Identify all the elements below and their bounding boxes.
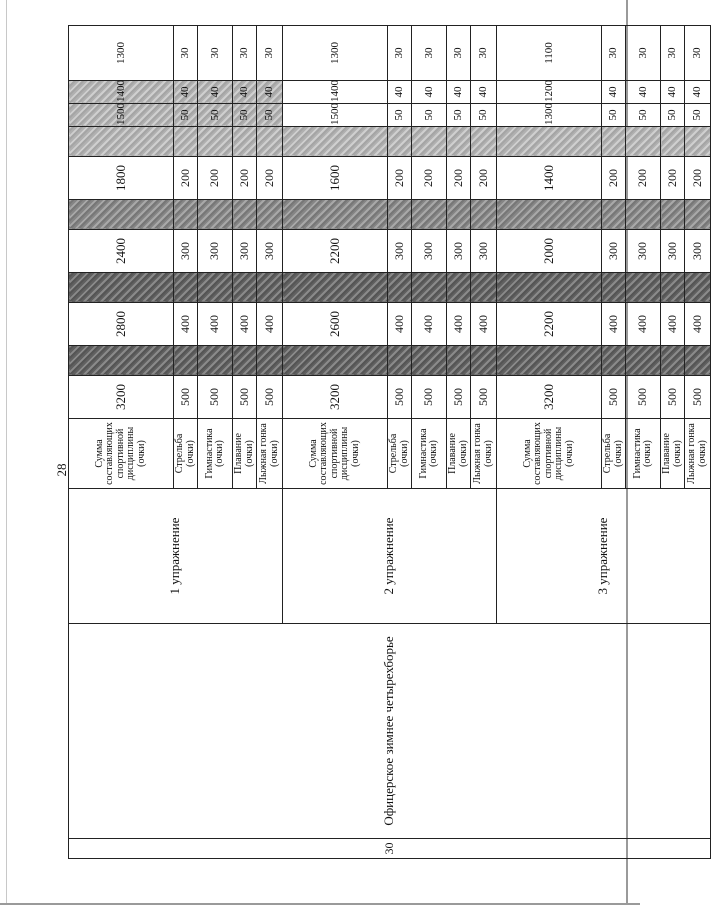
component-label: Сумма составляющих спортивной дисциплины (очки) <box>283 419 388 489</box>
component-label: Стрельба (очки) <box>388 419 412 489</box>
shaded-separator <box>69 127 174 157</box>
shaded-separator <box>233 273 257 303</box>
score-cell: 40 <box>174 81 198 104</box>
score-cell: 1100 <box>497 26 602 81</box>
shaded-separator <box>602 346 626 376</box>
score-cell: 3200 <box>69 376 174 419</box>
score-cell: 1300 <box>283 26 388 81</box>
shaded-separator <box>447 346 471 376</box>
score-cell: 300 <box>233 230 257 273</box>
score-cell: 1800 <box>69 157 174 200</box>
shaded-separator <box>661 346 685 376</box>
score-cell: 400 <box>198 303 233 346</box>
score-cell: 200 <box>661 157 685 200</box>
score-cell: 30 <box>257 26 283 81</box>
shaded-separator <box>198 200 233 230</box>
shaded-separator <box>388 200 412 230</box>
scan-edge-left <box>6 0 7 905</box>
score-cell: 50 <box>471 104 497 127</box>
shaded-separator <box>388 127 412 157</box>
exercise-name: 2 упражнение <box>283 489 497 624</box>
shaded-separator <box>602 273 626 303</box>
score-cell: 40 <box>233 81 257 104</box>
component-label: Плавание (очки) <box>233 419 257 489</box>
score-cell: 200 <box>233 157 257 200</box>
shaded-separator <box>198 346 233 376</box>
score-cell: 50 <box>174 104 198 127</box>
shaded-separator <box>388 346 412 376</box>
exercise-name: 1 упражнение <box>69 489 283 624</box>
score-cell: 500 <box>685 376 711 419</box>
shaded-separator <box>497 273 602 303</box>
score-cell: 2600 <box>283 303 388 346</box>
score-cell: 200 <box>626 157 661 200</box>
score-cell: 30 <box>685 26 711 81</box>
shaded-separator <box>602 127 626 157</box>
score-cell: 500 <box>233 376 257 419</box>
shaded-separator <box>69 273 174 303</box>
score-cell: 500 <box>257 376 283 419</box>
score-cell: 400 <box>471 303 497 346</box>
score-cell: 300 <box>602 230 626 273</box>
score-cell: 300 <box>471 230 497 273</box>
score-cell: 30 <box>471 26 497 81</box>
score-cell: 500 <box>471 376 497 419</box>
score-cell: 2200 <box>497 303 602 346</box>
score-cell: 500 <box>388 376 412 419</box>
score-cell: 300 <box>198 230 233 273</box>
score-cell: 1200 <box>497 81 602 104</box>
score-cell: 300 <box>388 230 412 273</box>
page-number: 28 <box>54 463 69 477</box>
component-label: Плавание (очки) <box>661 419 685 489</box>
shaded-separator <box>471 127 497 157</box>
score-cell: 2400 <box>69 230 174 273</box>
component-label: Гимнастика (очки) <box>198 419 233 489</box>
shaded-separator <box>626 200 661 230</box>
shaded-separator <box>685 127 711 157</box>
shaded-separator <box>283 127 388 157</box>
score-cell: 200 <box>412 157 447 200</box>
score-cell: 30 <box>174 26 198 81</box>
score-cell: 300 <box>661 230 685 273</box>
score-cell: 400 <box>388 303 412 346</box>
score-cell: 1300 <box>497 104 602 127</box>
shaded-separator <box>412 346 447 376</box>
shaded-separator <box>412 200 447 230</box>
score-cell: 30 <box>412 26 447 81</box>
score-cell: 50 <box>626 104 661 127</box>
component-label: Лыжная гонка (очки) <box>685 419 711 489</box>
score-cell: 40 <box>412 81 447 104</box>
shaded-separator <box>283 273 388 303</box>
shaded-separator <box>233 200 257 230</box>
shaded-separator <box>174 200 198 230</box>
component-label: Стрельба (очки) <box>174 419 198 489</box>
shaded-separator <box>412 127 447 157</box>
component-label: Сумма составляющих спортивной дисциплины (очки) <box>497 419 602 489</box>
shaded-separator <box>257 200 283 230</box>
shaded-separator <box>497 127 602 157</box>
score-cell: 400 <box>257 303 283 346</box>
score-cell: 1400 <box>497 157 602 200</box>
score-cell: 40 <box>198 81 233 104</box>
score-cell: 400 <box>233 303 257 346</box>
score-cell: 300 <box>174 230 198 273</box>
score-cell: 30 <box>233 26 257 81</box>
score-cell: 3200 <box>283 376 388 419</box>
discipline-name: Офицерское зимнее четырехборье <box>69 624 711 839</box>
score-cell: 40 <box>602 81 626 104</box>
shaded-separator <box>69 200 174 230</box>
shaded-separator <box>388 273 412 303</box>
shaded-separator <box>685 273 711 303</box>
shaded-separator <box>198 127 233 157</box>
score-cell: 1300 <box>69 26 174 81</box>
shaded-separator <box>471 273 497 303</box>
score-cell: 40 <box>685 81 711 104</box>
score-cell: 200 <box>174 157 198 200</box>
score-cell: 50 <box>661 104 685 127</box>
score-cell: 30 <box>388 26 412 81</box>
shaded-separator <box>497 200 602 230</box>
shaded-separator <box>626 346 661 376</box>
score-cell: 1600 <box>283 157 388 200</box>
score-cell: 300 <box>685 230 711 273</box>
shaded-separator <box>602 200 626 230</box>
shaded-separator <box>233 127 257 157</box>
score-cell: 1500 <box>69 104 174 127</box>
score-cell: 50 <box>447 104 471 127</box>
score-cell: 50 <box>412 104 447 127</box>
shaded-separator <box>412 273 447 303</box>
score-cell: 40 <box>388 81 412 104</box>
rotated-table-container <box>68 42 708 859</box>
score-cell: 400 <box>174 303 198 346</box>
component-label: Стрельба (очки) <box>602 419 626 489</box>
shaded-separator <box>447 200 471 230</box>
score-cell: 200 <box>198 157 233 200</box>
score-cell: 3200 <box>497 376 602 419</box>
shaded-separator <box>257 273 283 303</box>
shaded-separator <box>174 127 198 157</box>
shaded-separator <box>626 273 661 303</box>
score-cell: 500 <box>174 376 198 419</box>
score-cell: 200 <box>447 157 471 200</box>
score-cell: 400 <box>412 303 447 346</box>
score-cell: 500 <box>198 376 233 419</box>
shaded-separator <box>283 200 388 230</box>
shaded-separator <box>447 127 471 157</box>
score-cell: 50 <box>602 104 626 127</box>
score-cell: 500 <box>447 376 471 419</box>
shaded-separator <box>497 346 602 376</box>
component-label: Сумма составляющих спортивной дисциплины (очки) <box>69 419 174 489</box>
shaded-separator <box>257 127 283 157</box>
shaded-separator <box>661 127 685 157</box>
score-cell: 30 <box>626 26 661 81</box>
score-cell: 50 <box>257 104 283 127</box>
shaded-separator <box>685 200 711 230</box>
score-cell: 400 <box>685 303 711 346</box>
score-cell: 200 <box>602 157 626 200</box>
shaded-separator <box>198 273 233 303</box>
score-cell: 30 <box>198 26 233 81</box>
score-cell: 200 <box>685 157 711 200</box>
score-cell: 1500 <box>283 104 388 127</box>
score-cell: 40 <box>257 81 283 104</box>
shaded-separator <box>661 200 685 230</box>
score-cell: 50 <box>198 104 233 127</box>
score-cell: 2000 <box>497 230 602 273</box>
score-cell: 40 <box>661 81 685 104</box>
shaded-separator <box>233 346 257 376</box>
score-cell: 200 <box>388 157 412 200</box>
score-cell: 400 <box>626 303 661 346</box>
shaded-separator <box>471 200 497 230</box>
table-row <box>69 26 174 859</box>
shaded-separator <box>626 127 661 157</box>
score-cell: 50 <box>233 104 257 127</box>
score-cell: 40 <box>447 81 471 104</box>
shaded-separator <box>257 346 283 376</box>
score-cell: 50 <box>388 104 412 127</box>
score-cell: 30 <box>661 26 685 81</box>
shaded-separator <box>447 273 471 303</box>
shaded-separator <box>471 346 497 376</box>
score-cell: 500 <box>602 376 626 419</box>
score-cell: 300 <box>412 230 447 273</box>
score-cell: 500 <box>661 376 685 419</box>
score-cell: 30 <box>602 26 626 81</box>
component-label: Гимнастика (очки) <box>412 419 447 489</box>
score-cell: 40 <box>471 81 497 104</box>
score-cell: 40 <box>626 81 661 104</box>
score-cell: 400 <box>447 303 471 346</box>
component-label: Гимнастика (очки) <box>626 419 661 489</box>
shaded-separator <box>69 346 174 376</box>
shaded-separator <box>174 346 198 376</box>
standards-table <box>68 25 711 859</box>
score-cell: 1400 <box>69 81 174 104</box>
score-cell: 50 <box>685 104 711 127</box>
shaded-separator <box>174 273 198 303</box>
row-number: 30 <box>69 839 711 859</box>
score-cell: 30 <box>447 26 471 81</box>
score-cell: 2800 <box>69 303 174 346</box>
shaded-separator <box>685 346 711 376</box>
shaded-separator <box>283 346 388 376</box>
score-cell: 1400 <box>283 81 388 104</box>
shaded-separator <box>661 273 685 303</box>
score-cell: 300 <box>257 230 283 273</box>
component-label: Лыжная гонка (очки) <box>471 419 497 489</box>
score-cell: 400 <box>661 303 685 346</box>
score-cell: 300 <box>447 230 471 273</box>
score-cell: 2200 <box>283 230 388 273</box>
score-cell: 300 <box>626 230 661 273</box>
score-cell: 500 <box>626 376 661 419</box>
score-cell: 200 <box>257 157 283 200</box>
score-cell: 500 <box>412 376 447 419</box>
component-label: Плавание (очки) <box>447 419 471 489</box>
component-label: Лыжная гонка (очки) <box>257 419 283 489</box>
exercise-name: 3 упражнение <box>497 489 711 624</box>
score-cell: 400 <box>602 303 626 346</box>
score-cell: 200 <box>471 157 497 200</box>
